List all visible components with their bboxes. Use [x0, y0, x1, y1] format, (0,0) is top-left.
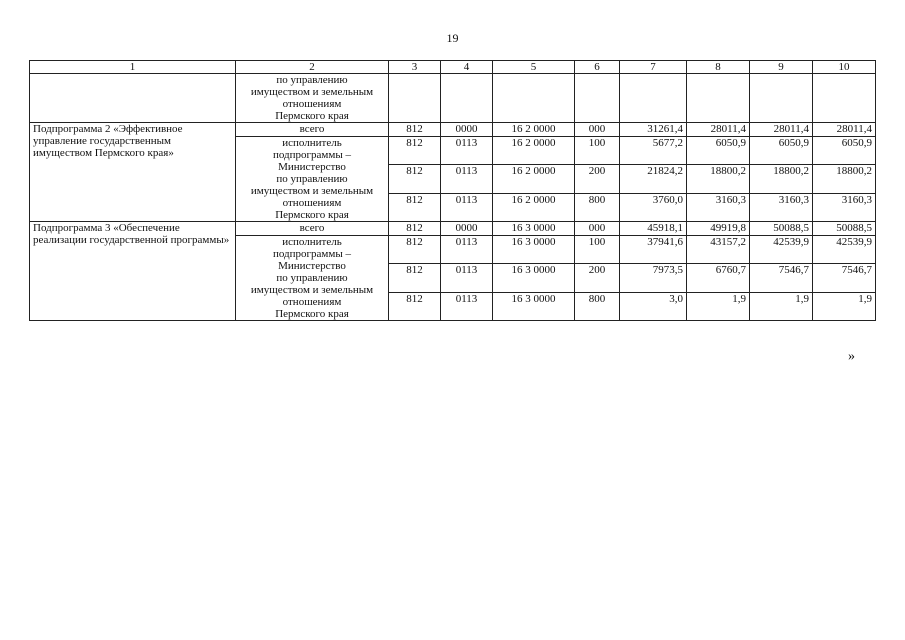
value-cell: 000 — [575, 222, 620, 236]
value-cell: 7973,5 — [620, 264, 687, 292]
value-cell: 100 — [575, 137, 620, 165]
column-header: 4 — [441, 61, 493, 74]
value-cell: 0113 — [441, 264, 493, 292]
column-header: 10 — [813, 61, 876, 74]
total-label-cell: всего — [236, 222, 389, 236]
column-header: 9 — [750, 61, 813, 74]
value-cell: 3160,3 — [813, 193, 876, 221]
value-cell: 812 — [389, 264, 441, 292]
budget-table — [29, 60, 876, 321]
value-cell: 812 — [389, 292, 441, 320]
column-header: 8 — [687, 61, 750, 74]
empty-cell — [620, 74, 687, 123]
value-cell: 0113 — [441, 292, 493, 320]
value-cell: 45918,1 — [620, 222, 687, 236]
value-cell: 16 2 0000 — [493, 165, 575, 193]
value-cell: 42539,9 — [813, 236, 876, 264]
value-cell: 18800,2 — [687, 165, 750, 193]
value-cell: 0000 — [441, 123, 493, 137]
value-cell: 0000 — [441, 222, 493, 236]
table-row — [30, 74, 876, 123]
page-number: 19 — [446, 31, 459, 45]
value-cell: 16 3 0000 — [493, 264, 575, 292]
empty-cell — [750, 74, 813, 123]
value-cell: 50088,5 — [750, 222, 813, 236]
value-cell: 42539,9 — [750, 236, 813, 264]
value-cell: 16 3 0000 — [493, 292, 575, 320]
value-cell: 812 — [389, 123, 441, 137]
value-cell: 28011,4 — [687, 123, 750, 137]
executor-continuation-cell: по управлению имуществом и земельным отношениям Пермского края — [236, 74, 389, 123]
value-cell: 200 — [575, 165, 620, 193]
executor-cell: исполнитель подпрограммы – Министерство по управлению имуществом и земельным отношениям Пермского края — [236, 236, 389, 321]
value-cell: 100 — [575, 236, 620, 264]
value-cell: 31261,4 — [620, 123, 687, 137]
value-cell: 800 — [575, 193, 620, 221]
value-cell: 37941,6 — [620, 236, 687, 264]
value-cell: 16 3 0000 — [493, 222, 575, 236]
value-cell: 7546,7 — [813, 264, 876, 292]
value-cell: 7546,7 — [750, 264, 813, 292]
table-row — [30, 222, 876, 236]
value-cell: 812 — [389, 222, 441, 236]
value-cell: 0113 — [441, 193, 493, 221]
subprogram-name-cell: Подпрограмма 3 «Обеспечение реализации государственной программы» — [30, 222, 236, 321]
executor-cell: исполнитель подпрограммы – Министерство по управлению имуществом и земельным отношениям Пермского края — [236, 137, 389, 222]
value-cell: 812 — [389, 193, 441, 221]
empty-cell — [575, 74, 620, 123]
value-cell: 1,9 — [687, 292, 750, 320]
column-header: 7 — [620, 61, 687, 74]
value-cell: 21824,2 — [620, 165, 687, 193]
value-cell: 0113 — [441, 137, 493, 165]
value-cell: 1,9 — [813, 292, 876, 320]
empty-cell — [813, 74, 876, 123]
value-cell: 3760,0 — [620, 193, 687, 221]
closing-quote: » — [848, 349, 855, 364]
value-cell: 000 — [575, 123, 620, 137]
value-cell: 3160,3 — [750, 193, 813, 221]
total-label-cell: всего — [236, 123, 389, 137]
value-cell: 6050,9 — [813, 137, 876, 165]
value-cell: 812 — [389, 137, 441, 165]
column-header: 6 — [575, 61, 620, 74]
subprogram-name-cell: Подпрограмма 2 «Эффективное управление государственным имуществом Пермского края» — [30, 123, 236, 222]
value-cell: 28011,4 — [750, 123, 813, 137]
value-cell: 18800,2 — [813, 165, 876, 193]
value-cell: 16 2 0000 — [493, 123, 575, 137]
value-cell: 16 2 0000 — [493, 193, 575, 221]
value-cell: 28011,4 — [813, 123, 876, 137]
value-cell: 16 2 0000 — [493, 137, 575, 165]
value-cell: 6760,7 — [687, 264, 750, 292]
table-header-row — [30, 61, 876, 74]
empty-cell — [493, 74, 575, 123]
value-cell: 3,0 — [620, 292, 687, 320]
value-cell: 0113 — [441, 165, 493, 193]
empty-cell — [441, 74, 493, 123]
value-cell: 812 — [389, 236, 441, 264]
column-header: 1 — [30, 61, 236, 74]
table-row — [30, 123, 876, 137]
empty-cell — [687, 74, 750, 123]
column-header: 2 — [236, 61, 389, 74]
value-cell: 16 3 0000 — [493, 236, 575, 264]
value-cell: 49919,8 — [687, 222, 750, 236]
value-cell: 5677,2 — [620, 137, 687, 165]
value-cell: 6050,9 — [750, 137, 813, 165]
value-cell: 3160,3 — [687, 193, 750, 221]
empty-cell — [30, 74, 236, 123]
column-header: 3 — [389, 61, 441, 74]
value-cell: 43157,2 — [687, 236, 750, 264]
empty-cell — [389, 74, 441, 123]
column-header: 5 — [493, 61, 575, 74]
value-cell: 18800,2 — [750, 165, 813, 193]
value-cell: 1,9 — [750, 292, 813, 320]
value-cell: 200 — [575, 264, 620, 292]
value-cell: 800 — [575, 292, 620, 320]
value-cell: 50088,5 — [813, 222, 876, 236]
value-cell: 6050,9 — [687, 137, 750, 165]
value-cell: 812 — [389, 165, 441, 193]
value-cell: 0113 — [441, 236, 493, 264]
